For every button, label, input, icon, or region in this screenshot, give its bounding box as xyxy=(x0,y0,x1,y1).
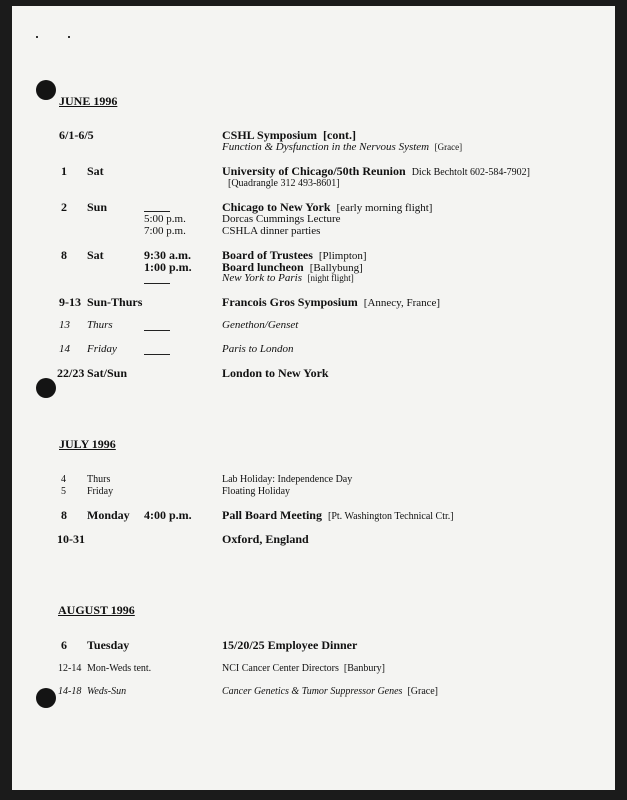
date: 5 xyxy=(61,486,66,497)
date: 14 xyxy=(59,343,70,355)
time: 1:00 p.m. xyxy=(144,260,192,274)
event: University of Chicago/50th Reunion Dick Bechtolt 602-584-7902] xyxy=(222,164,530,178)
blank-line xyxy=(144,330,170,331)
day: Tuesday xyxy=(87,638,130,652)
event: Chicago to New York [early morning flight] xyxy=(222,200,433,214)
day: Sun-Thurs xyxy=(87,295,143,309)
date: 13 xyxy=(59,319,70,331)
date: 8 xyxy=(61,508,67,522)
date: 1 xyxy=(61,164,67,178)
binder-hole xyxy=(36,688,56,708)
day: Friday xyxy=(87,486,114,497)
event: CSHLA dinner parties xyxy=(222,225,321,237)
date: 22/23 xyxy=(57,366,85,380)
blank-line xyxy=(144,354,170,355)
date: 14-18 xyxy=(58,686,82,697)
date: 12-14 xyxy=(58,663,82,674)
event: Board of Trustees [Plimpton] xyxy=(222,248,367,262)
time: 5:00 p.m. xyxy=(144,213,186,225)
blank-line xyxy=(144,283,170,284)
day: Monday xyxy=(87,508,130,522)
date: 9-13 xyxy=(59,295,81,309)
date: 6/1-6/5 xyxy=(59,128,94,142)
day: Sun xyxy=(87,200,108,214)
day: Thurs xyxy=(87,474,111,485)
time: 7:00 p.m. xyxy=(144,225,186,237)
blank-line xyxy=(144,211,170,212)
event: CSHL Symposium [cont.] xyxy=(222,128,357,142)
day: Mon-Weds tent. xyxy=(87,663,152,674)
event: Oxford, England xyxy=(222,532,309,546)
event: NCI Cancer Center Directors [Banbury] xyxy=(222,663,386,674)
event-detail: [Quadrangle 312 493-8601] xyxy=(228,178,340,189)
date: 10-31 xyxy=(57,532,85,546)
event: London to New York xyxy=(222,366,329,380)
event: New York to Paris [night flight] xyxy=(222,272,354,284)
event: Cancer Genetics & Tumor Suppressor Genes [Grace] xyxy=(222,686,438,697)
event: Pall Board Meeting [Pt. Washington Technical Ctr.] xyxy=(222,508,454,522)
event: Board luncheon [Ballybung] xyxy=(222,260,363,274)
day: Thurs xyxy=(87,319,113,331)
event: Paris to London xyxy=(222,343,294,355)
time: 9:30 a.m. xyxy=(144,248,191,262)
time: 4:00 p.m. xyxy=(144,508,192,522)
date: 8 xyxy=(61,248,67,262)
event: 15/20/25 Employee Dinner xyxy=(222,638,358,652)
event: Floating Holiday xyxy=(222,486,291,497)
event: Lab Holiday: Independence Day xyxy=(222,474,353,485)
day: Weds-Sun xyxy=(87,686,127,697)
event: Genethon/Genset xyxy=(222,319,299,331)
day: Sat/Sun xyxy=(87,366,128,380)
speck xyxy=(68,36,70,38)
section-heading-june: JUNE 1996 xyxy=(59,94,118,108)
event: Dorcas Cummings Lecture xyxy=(222,213,341,225)
speck xyxy=(36,36,38,38)
day: Sat xyxy=(87,164,104,178)
date: 4 xyxy=(61,474,66,485)
binder-hole xyxy=(36,80,56,100)
event: Francois Gros Symposium [Annecy, France] xyxy=(222,295,441,309)
section-heading-july: JULY 1996 xyxy=(59,437,116,451)
event-detail: Function & Dysfunction in the Nervous System [Grace] xyxy=(222,141,463,153)
day: Sat xyxy=(87,248,104,262)
section-heading-august: AUGUST 1996 xyxy=(58,603,135,617)
day: Friday xyxy=(87,343,117,355)
date: 2 xyxy=(61,200,67,214)
date: 6 xyxy=(61,638,67,652)
binder-hole xyxy=(36,378,56,398)
